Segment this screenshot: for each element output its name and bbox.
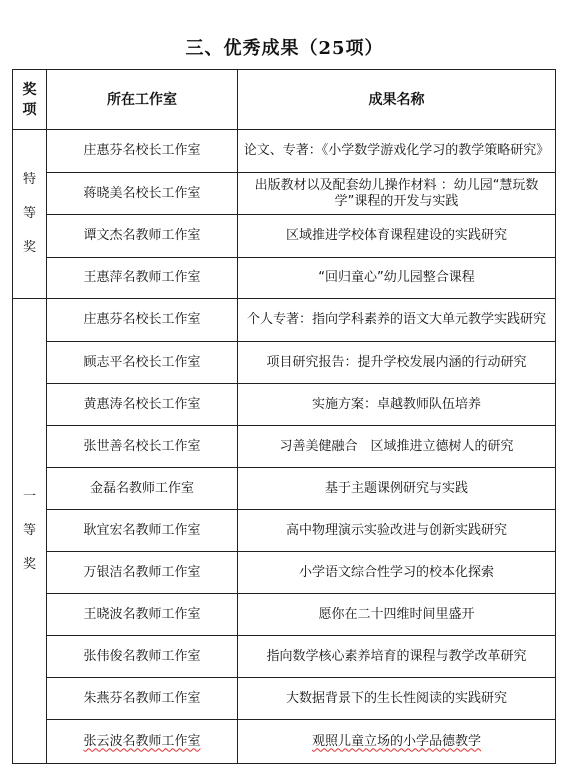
result-cell: “回归童心”幼儿园整合课程 xyxy=(238,258,556,299)
award-special-label: 特等奖 xyxy=(22,172,36,255)
studio-text-highlighted: 张云波名教师工作室 xyxy=(83,733,201,749)
header-result: 成果名称 xyxy=(238,70,556,130)
result-cell: 个人专著：指向学科素养的语文大单元教学实践研究 xyxy=(238,299,556,342)
result-cell: 基于主题课例研究与实践 xyxy=(238,468,556,510)
page-title: 三、优秀成果（25项） xyxy=(185,38,384,59)
table-row xyxy=(13,426,556,468)
result-cell: 实施方案：卓越教师队伍培养 xyxy=(238,384,556,426)
result-cell: 小学语文综合性学习的校本化探索 xyxy=(238,552,556,594)
table-row xyxy=(13,510,556,552)
table-row xyxy=(13,678,556,720)
result-cell: 习善美健融合 区域推进立德树人的研究 xyxy=(238,426,556,468)
header-award-text: 奖项 xyxy=(22,81,37,118)
result-cell: 愿你在二十四维时间里盛开 xyxy=(238,594,556,636)
table-row xyxy=(13,594,556,636)
table-row xyxy=(13,215,556,258)
result-cell: 指向数学核心素养培育的课程与教学改革研究 xyxy=(238,636,556,678)
result-cell: 区域推进学校体育课程建设的实践研究 xyxy=(238,215,556,258)
studio-cell: 庄惠芬名校长工作室 xyxy=(47,299,238,342)
studio-cell: 万银洁名教师工作室 xyxy=(47,552,238,594)
award-first xyxy=(13,299,47,764)
award-special xyxy=(13,130,47,299)
result-cell: 项目研究报告：提升学校发展内涵的行动研究 xyxy=(238,342,556,384)
table-row xyxy=(13,299,556,342)
award-first-label: 一等奖 xyxy=(22,489,36,572)
table-row xyxy=(13,130,556,173)
table-row xyxy=(13,342,556,384)
studio-cell: 庄惠芬名校长工作室 xyxy=(47,130,238,173)
table-header-row xyxy=(13,70,556,130)
result-cell: 高中物理演示实验改进与创新实践研究 xyxy=(238,510,556,552)
result-cell-highlighted xyxy=(238,720,556,764)
header-award xyxy=(13,70,47,130)
table-row xyxy=(13,173,556,215)
result-text-highlighted: 观照儿童立场的小学品德教学 xyxy=(311,733,481,749)
studio-cell: 谭文杰名教师工作室 xyxy=(47,215,238,258)
studio-cell: 耿宜宏名教师工作室 xyxy=(47,510,238,552)
studio-cell: 张伟俊名教师工作室 xyxy=(47,636,238,678)
awards-table xyxy=(12,69,556,764)
table-row xyxy=(13,384,556,426)
studio-cell: 蒋晓美名校长工作室 xyxy=(47,173,238,215)
studio-cell: 金磊名教师工作室 xyxy=(47,468,238,510)
studio-cell: 张世善名校长工作室 xyxy=(47,426,238,468)
result-cell: 大数据背景下的生长性阅读的实践研究 xyxy=(238,678,556,720)
studio-cell-highlighted xyxy=(47,720,238,764)
studio-cell: 王惠萍名教师工作室 xyxy=(47,258,238,299)
studio-cell: 朱燕芬名教师工作室 xyxy=(47,678,238,720)
studio-cell: 顾志平名校长工作室 xyxy=(47,342,238,384)
table-row xyxy=(13,552,556,594)
table-row xyxy=(13,258,556,299)
result-cell: 论文、专著：《小学数学游戏化学习的教学策略研究》 xyxy=(238,130,556,173)
header-studio: 所在工作室 xyxy=(47,70,238,130)
studio-cell: 黄惠涛名校长工作室 xyxy=(47,384,238,426)
table-row xyxy=(13,636,556,678)
table-row xyxy=(13,720,556,764)
result-cell: 出版教材以及配套幼儿操作材料 ：幼儿园“慧玩数学”课程的开发与实践 xyxy=(238,173,556,215)
table-row xyxy=(13,468,556,510)
studio-cell: 王晓波名教师工作室 xyxy=(47,594,238,636)
